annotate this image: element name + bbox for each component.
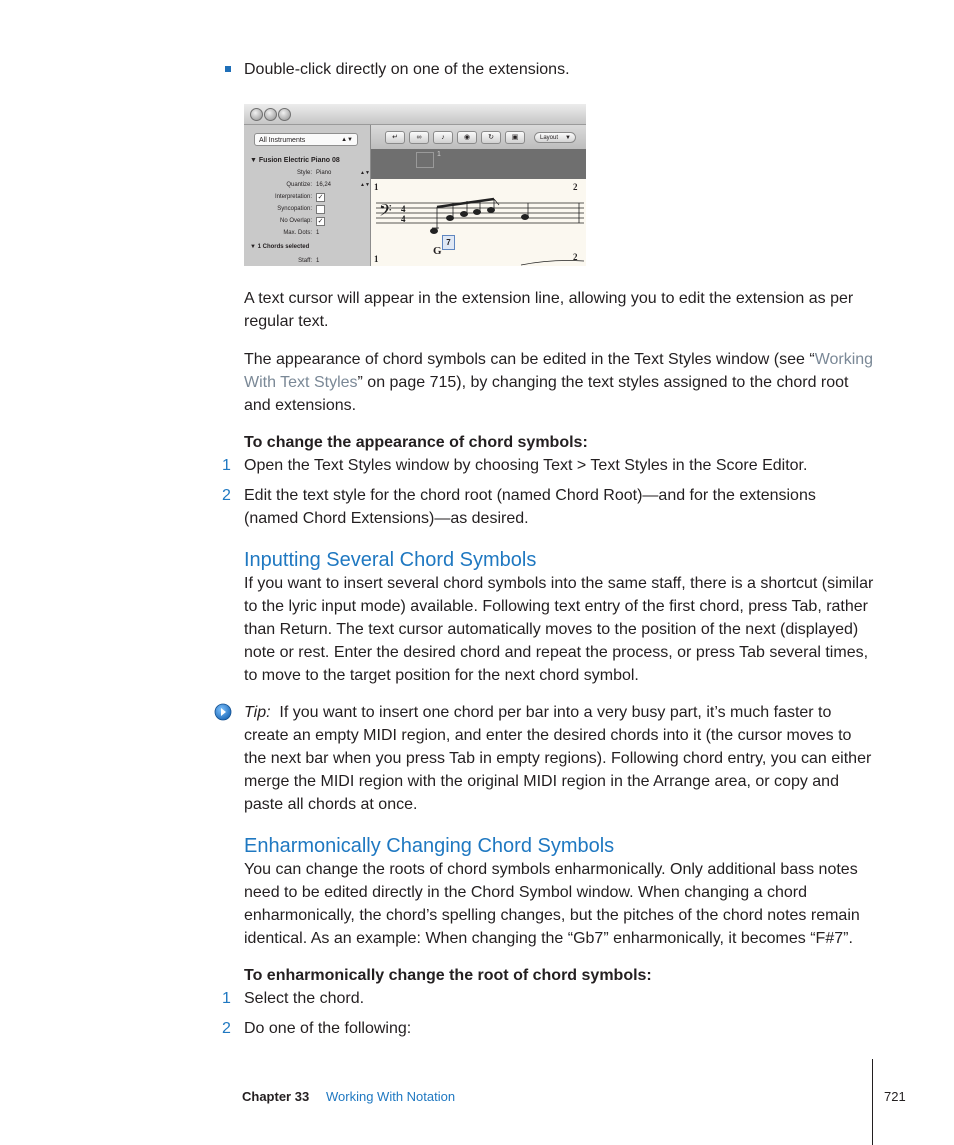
task-heading-enharmonic: To enharmonically change the root of chord symbols: — [244, 967, 652, 984]
svg-text:4: 4 — [401, 204, 406, 214]
layout-menu[interactable] — [534, 132, 576, 143]
param-row-interpretation[interactable] — [250, 191, 368, 203]
param-value: 1 — [316, 258, 320, 264]
staff-notation — [371, 179, 586, 266]
disclosure-triangle-icon: ▼ — [250, 244, 256, 250]
section-body-inputting: If you want to insert several chord symbols into the same staff, there is a shortcut (similar to the lyric input mode) available. Following text entry of the first chord, press Tab, rather than Return. The text cursor automatically moves to the position of the next (displayed) note or rest. Enter the desired chord and repeat the process, or press Tab several times, to move to the target position for the next chord symbol. — [244, 575, 874, 684]
layout-menu-label: Layout — [540, 135, 559, 141]
step-number: 2 — [222, 487, 231, 504]
zoom-window-button[interactable] — [278, 108, 291, 121]
step-number: 1 — [222, 457, 231, 474]
bar-ruler[interactable] — [371, 149, 586, 179]
param-row-quantize[interactable] — [250, 179, 368, 191]
param-row-style[interactable] — [250, 167, 368, 179]
param-row-syncopation[interactable] — [250, 203, 368, 215]
chord-root-symbol[interactable]: G — [433, 245, 442, 257]
view-icon[interactable]: ▣ — [505, 131, 525, 144]
section-heading-inputting: Inputting Several Chord Symbols — [244, 549, 537, 571]
param-value: Piano — [316, 170, 332, 176]
section-heading-enharmonic: Enharmonically Changing Chord Symbols — [244, 835, 615, 857]
param-label: Style: — [296, 170, 312, 176]
svg-text:4: 4 — [401, 214, 406, 224]
score-toolbar — [371, 125, 586, 149]
window-titlebar — [244, 104, 586, 125]
instrument-popup-label: All Instruments — [259, 137, 306, 144]
score-area[interactable] — [371, 179, 586, 266]
footer-chapter: Chapter 33 — [242, 1089, 310, 1104]
arrow-tool-icon[interactable]: ↵ — [385, 131, 405, 144]
chevron-updown-icon: ▲▼ — [341, 137, 353, 143]
tip-text: If you want to insert one chord per bar into a very busy part, it’s much faster to create an empty MIDI region, and enter the desired chords into it (the cursor moves to the next bar when you press Tab in empty regions). Following chord entry, you can either merge the MIDI region with the original MIDI region in the Arrange area, or copy and paste all chords at once. — [244, 704, 872, 813]
disclosure-triangle-icon: ▼ — [250, 157, 257, 164]
step-number: 2 — [222, 1020, 231, 1037]
footer-divider — [872, 1059, 873, 1145]
footer-chapter-title-link[interactable]: Working With Notation — [326, 1089, 456, 1104]
selection-header[interactable] — [250, 241, 368, 253]
param-row-max-dots[interactable] — [250, 227, 368, 239]
close-window-button[interactable] — [250, 108, 263, 121]
region-name: Fusion Electric Piano 08 — [258, 157, 340, 164]
task-heading-appearance: To change the appearance of chord symbols: — [244, 434, 588, 451]
param-label: No Overlap: — [279, 218, 312, 224]
tip-paragraph — [244, 701, 874, 816]
interpretation-checkbox[interactable]: ✓ — [317, 194, 324, 201]
inspector-panel — [244, 125, 371, 266]
bullet-text: Double-click directly on one of the extensions. — [244, 61, 570, 78]
note-icon[interactable]: ♪ — [433, 131, 453, 144]
param-label: Interpretation: — [274, 194, 312, 200]
midi-out-icon[interactable]: ◉ — [457, 131, 477, 144]
para-appearance-after: ” on page 715), by changing the text styles assigned to the chord root and extensions. — [244, 374, 849, 414]
svg-text:𝄢: 𝄢 — [379, 200, 392, 224]
score-editor-screenshot — [244, 104, 586, 266]
param-label: Staff: — [298, 258, 312, 264]
tip-arrow-icon — [214, 703, 232, 721]
playhead-marker — [416, 152, 434, 168]
catch-icon[interactable]: ↻ — [481, 131, 501, 144]
param-label: Quantize: — [286, 182, 312, 188]
selection-label: 1 Chords selected — [257, 244, 310, 250]
text-styles-link[interactable]: Working With Text Styles — [244, 351, 874, 391]
chord-extension-field[interactable]: 7 — [442, 235, 455, 250]
tip-label: Tip: — [244, 704, 271, 721]
step-text: Edit the text style for the chord root (named Chord Root)—and for the extensions (named Chord Extensions)—as desired. — [244, 487, 816, 527]
minimize-window-button[interactable] — [264, 108, 277, 121]
instrument-popup[interactable] — [254, 133, 358, 146]
syncopation-checkbox[interactable] — [316, 205, 325, 214]
param-value: 1 — [316, 230, 320, 236]
stepper-icon[interactable]: ▲▼ — [360, 182, 370, 188]
step-text: Select the chord. — [244, 990, 365, 1007]
bar-number: 2 — [573, 182, 578, 192]
section-body-enharmonic: You can change the roots of chord symbols enharmonically. Only additional bass notes need to be edited directly in the Chord Symbol window. When changing a chord enharmonically, the chord’s spelling changes, but the pitches of the chord notes remain identical. As an example: When changing the “Gb7” enharmonically, it becomes “F#7”. — [244, 861, 860, 947]
para-appearance — [244, 348, 874, 417]
param-value: 16,24 — [316, 182, 332, 188]
ruler-bar-number: 1 — [437, 151, 441, 158]
no-overlap-checkbox[interactable]: ✓ — [317, 218, 324, 225]
param-row-no-overlap[interactable] — [250, 215, 368, 227]
step-number: 1 — [222, 990, 231, 1007]
para-appearance-before: The appearance of chord symbols can be edited in the Text Styles window (see “ — [244, 351, 815, 368]
lower-bar-number: 2 — [573, 252, 578, 262]
para-text-cursor: A text cursor will appear in the extension line, allowing you to edit the extension as per regular text. — [244, 290, 854, 330]
link-icon[interactable]: ∞ — [409, 131, 429, 144]
param-label: Syncopation: — [277, 206, 312, 212]
page-number: 721 — [884, 1089, 906, 1104]
param-label: Max. Dots: — [283, 230, 312, 236]
stepper-icon[interactable]: ▲▼ — [360, 170, 370, 176]
chevron-down-icon: ▼ — [565, 135, 571, 141]
lower-bar-number: 1 — [374, 254, 379, 264]
bar-number: 1 — [374, 182, 379, 192]
step-text: Open the Text Styles window by choosing Text > Text Styles in the Score Editor. — [244, 457, 808, 474]
region-header[interactable] — [250, 155, 368, 167]
step-text: Do one of the following: — [244, 1020, 412, 1037]
param-row-staff[interactable] — [250, 255, 368, 266]
bullet-marker — [225, 66, 231, 72]
